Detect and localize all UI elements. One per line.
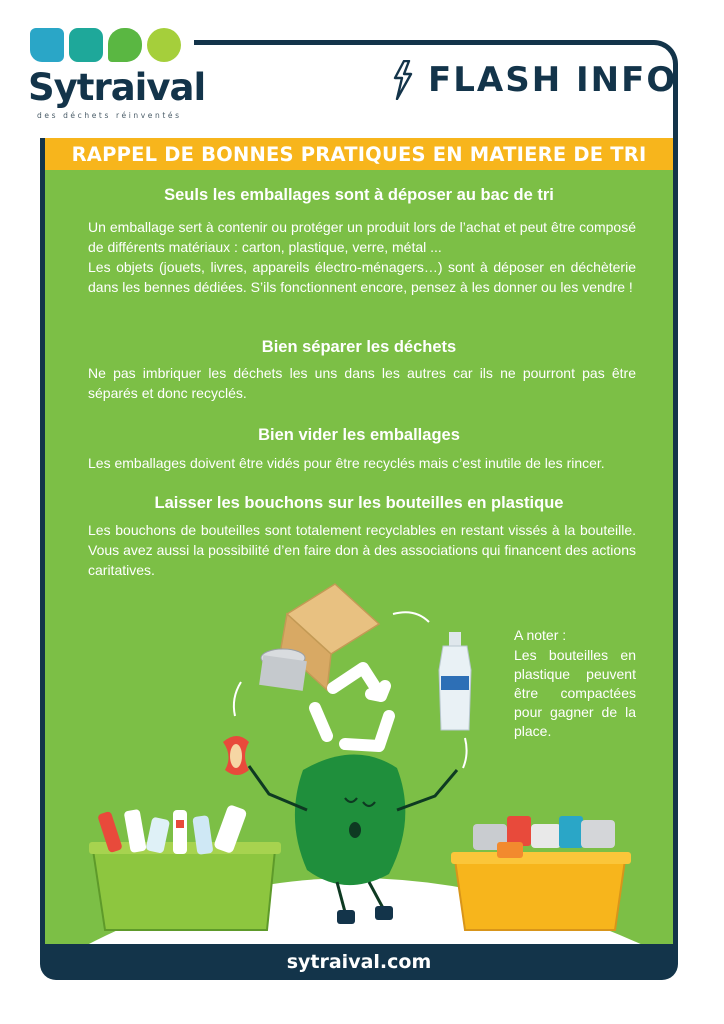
left-bin	[89, 804, 281, 930]
section-1-title: Seuls les emballages sont à déposer au bac de tri	[164, 186, 554, 204]
plastic-bottle-item	[439, 632, 471, 730]
frame-right-border	[673, 138, 678, 958]
brand-name: Sytraival	[28, 66, 206, 109]
section-4-title: Laisser les bouchons sur les bouteilles en plastique	[154, 494, 564, 512]
section-3-title: Bien vider les emballages	[258, 426, 460, 444]
section-4-body: Les bouchons de bouteilles sont totalement recyclables en restant vissés à la bouteille. Vous avez aussi la possibilité d’en faire don à des associations qui financent des actions caritatives.	[88, 522, 636, 578]
logo-square-blue	[30, 28, 64, 62]
banner-text: RAPPEL DE BONNES PRATIQUES EN MATIERE DE TRI	[71, 142, 647, 166]
apple-core-item	[223, 736, 249, 775]
page-title: FLASH INFO	[428, 60, 678, 100]
section-3-body: Les emballages doivent être vidés pour être recyclés mais c’est inutile de les rincer.	[88, 455, 605, 471]
note-body: Les bouteilles en plastique peuvent être compactées pour gagner de la place.	[514, 647, 636, 739]
tin-can-item	[259, 649, 307, 691]
note-box	[514, 626, 636, 741]
logo-circle-lime	[147, 28, 181, 62]
content-panel	[45, 170, 673, 946]
website-link[interactable]: sytraival.com	[286, 951, 432, 973]
logo-square-green	[108, 28, 142, 62]
footer-bar	[40, 944, 678, 980]
brand-tagline: des déchets réinventés	[37, 111, 182, 120]
note-title: A noter :	[514, 627, 567, 643]
section-2-body: Ne pas imbriquer les déchets les uns dans les autres car ils ne pourront pas être séparés et donc recyclés.	[88, 365, 636, 401]
logo-square-teal	[69, 28, 103, 62]
logo-mark	[30, 28, 181, 62]
header-title-group	[392, 55, 677, 105]
lightning-bolt-icon	[392, 60, 414, 100]
section-2-title: Bien séparer les déchets	[261, 338, 457, 356]
section-banner	[45, 138, 673, 170]
right-bin	[451, 816, 631, 930]
section-1-body: Un emballage sert à contenir ou protéger un produit lors de l’achat et peut être composé de différents matériaux : carton, plastique, verre, métal ... Les objets (jouets, livres, appareils électro-ménagers…) sont à déposer en déchèterie dans les bennes dédiées. S’ils fonctionnent encore, pensez à les donner ou les vendre !	[88, 219, 636, 295]
